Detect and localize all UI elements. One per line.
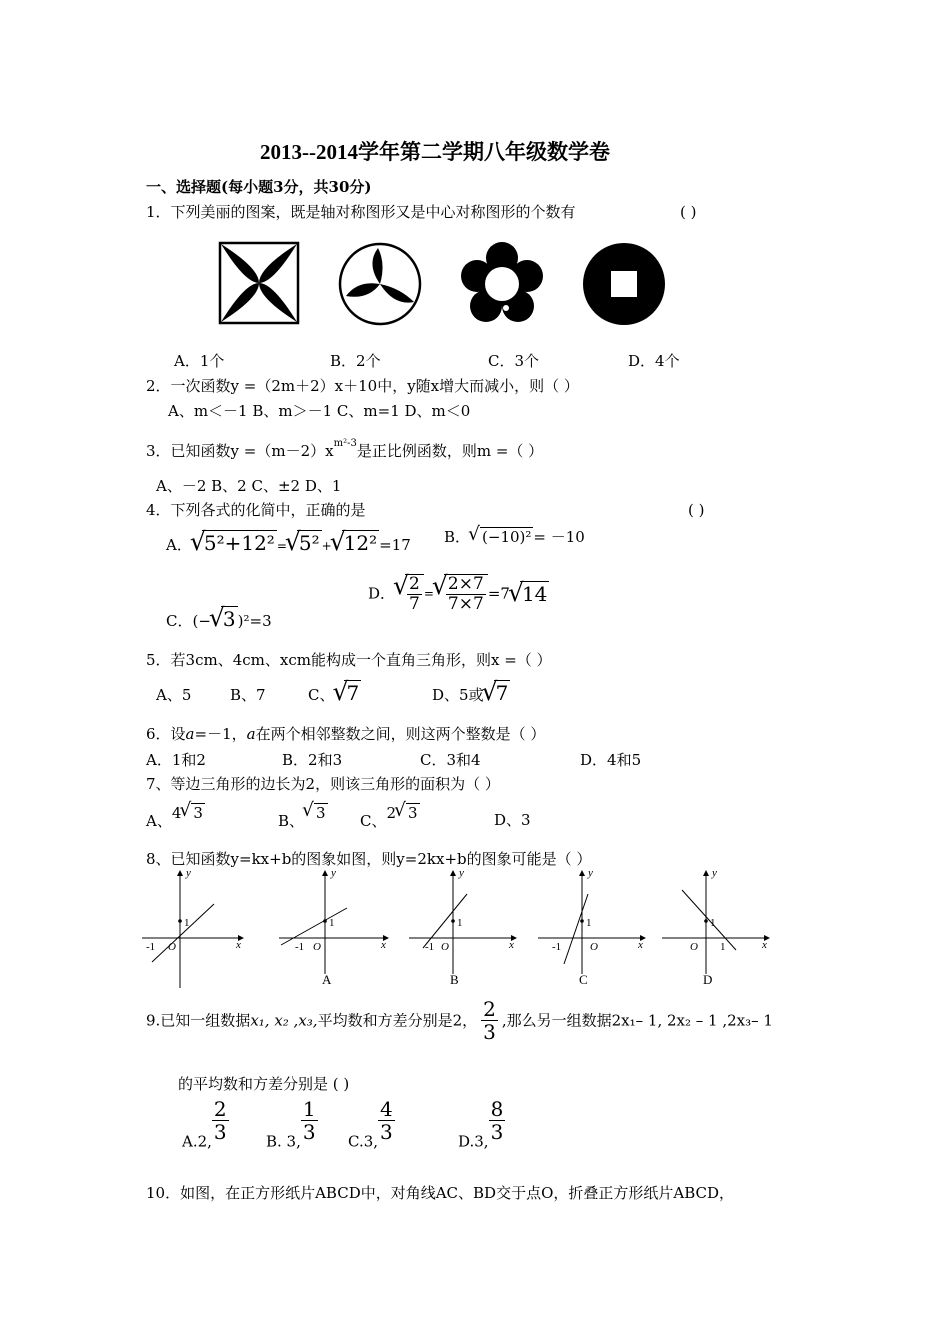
q4-a-radical-3: √ 12² (332, 530, 379, 555)
q4-option-c[interactable] (166, 606, 272, 631)
svg-text:1: 1 (184, 917, 190, 929)
svg-text:-1: -1 (425, 941, 435, 953)
svg-text:1: 1 (586, 917, 592, 929)
q4-d-radical-2: √ $\frac{2\times 7}{7\times 7}$ (434, 574, 488, 613)
q3-exponent: m²-3 (333, 438, 357, 449)
q4-a-radical-2: √ 5² (287, 530, 322, 555)
q4-b-label: B． (444, 528, 471, 546)
graph-b (409, 868, 517, 974)
q4-a-radical-1: √ 5²+12² (192, 530, 277, 555)
q8-graphs (140, 868, 790, 990)
q1-option-d[interactable]: D．4个 (628, 352, 680, 370)
q3-options[interactable]: A、－2 B、2 C、±2 D、1 (156, 477, 342, 495)
q4-d-eq: = (423, 586, 434, 601)
svg-text:y: y (588, 868, 593, 879)
q9-fraction: $\frac{2}{3}$ (483, 997, 496, 1044)
q5-option-b[interactable]: B、7 (230, 686, 266, 704)
q1-option-b[interactable]: B．2个 (330, 352, 381, 370)
svg-text:y: y (712, 868, 717, 879)
q5-option-d[interactable]: D、5或√ 7 (432, 680, 510, 705)
three-blade-pattern-icon (340, 244, 420, 324)
q9-option-c[interactable]: C.3, $\frac{4}{3}$ (348, 1097, 393, 1151)
graph-original (142, 868, 244, 988)
svg-text:y: y (331, 868, 336, 879)
q7-c-radical: √ 3 (396, 803, 420, 822)
q2-stem: 2．一次函数y =（2m＋2）x＋10中，y随x增大而减小，则（ ） (146, 377, 579, 395)
q4-d-label: D． (368, 584, 396, 603)
q9-option-d[interactable]: D.3, $\frac{8}{3}$ (458, 1097, 504, 1151)
coin-square-pattern-icon (583, 243, 665, 325)
svg-text:x: x (381, 939, 386, 951)
graph-a (279, 868, 389, 974)
svg-text:O: O (441, 941, 449, 953)
svg-text:O: O (690, 941, 698, 953)
q4-c-radical: √ 3 (211, 606, 238, 631)
q4-c-result: )²=3 (237, 612, 272, 630)
q4-c-label: C．(− (166, 612, 211, 630)
q6-option-b[interactable]: B．2和3 (282, 751, 343, 769)
svg-text:-1: -1 (552, 941, 562, 953)
q8-stem: 8、已知函数y=kx+b的图象如图，则y=2kx+b的图象可能是（ ） (146, 850, 592, 868)
q1-option-c[interactable]: C．3个 (488, 352, 540, 370)
svg-text:x: x (236, 939, 241, 951)
q1-option-a[interactable]: A．1个 (174, 352, 225, 370)
square-leaf-pattern-icon (220, 243, 298, 323)
graph-label-b[interactable]: B (450, 972, 459, 987)
q7-stem: 7、等边三角形的边长为2，则该三角形的面积为（ ） (146, 775, 500, 793)
q4-a-label: A． (166, 536, 192, 554)
svg-text:-1: -1 (295, 941, 305, 953)
svg-text:O: O (168, 941, 176, 953)
q5-stem: 5．若3cm、4cm、xcm能构成一个直角三角形，则x =（ ） (146, 651, 552, 669)
q4-a-plus: + (321, 539, 332, 553)
q4-a-result: =17 (379, 536, 411, 554)
q7-option-a[interactable]: A、4√ 3 (146, 803, 205, 822)
q5-d-radical: √ 7 (484, 680, 511, 705)
q9-option-b[interactable]: B. 3, $\frac{1}{3}$ (266, 1097, 316, 1151)
svg-text:x: x (638, 939, 643, 951)
svg-text:-1: -1 (146, 941, 156, 953)
q9-stem: 9.已知一组数据x₁, x₂ ,x₃,平均数和方差分别是2， $\frac{2}{3}$ ,那么另一组数据2x₁– 1, 2x₂ – 1 ,2x₃– 1 (146, 997, 773, 1044)
q4-b-radical: √ (−10)² (470, 527, 533, 546)
graph-label-a[interactable]: A (322, 972, 332, 987)
page-title: 2013--2014学年第二学期八年级数学卷 (260, 140, 610, 164)
q9-option-a[interactable]: A.2, $\frac{2}{3}$ (182, 1097, 227, 1151)
svg-text:O: O (590, 941, 598, 953)
svg-text:y: y (459, 868, 464, 879)
graph-c (538, 868, 646, 974)
q9-line2: 的平均数和方差分别是 ( ) (178, 1075, 350, 1093)
q1-stem: 1．下列美丽的图案，既是轴对称图形又是中心对称图形的个数有 (146, 203, 576, 221)
q4-d-result: =7 (487, 584, 510, 603)
q7-option-d[interactable]: D、3 (494, 811, 531, 829)
q3-stem-b: 是正比例函数，则m =（ ） (356, 442, 544, 460)
q4-paren: ( ) (688, 501, 705, 519)
q7-option-c[interactable]: C、2√ 3 (360, 803, 420, 822)
q6-option-a[interactable]: A．1和2 (146, 751, 206, 769)
graph-label-d[interactable]: D (703, 972, 713, 987)
q4-option-b[interactable] (444, 527, 585, 546)
q4-stem: 4．下列各式的化简中，正确的是 (146, 501, 366, 519)
q1-patterns (215, 238, 675, 330)
svg-text:1: 1 (457, 917, 463, 929)
q4-d-radical-3: √ 14 (510, 581, 549, 606)
q7-option-b[interactable]: B、√ 3 (278, 803, 328, 822)
svg-text:O: O (313, 941, 321, 953)
q5-c-radical: √ 7 (334, 680, 361, 705)
q4-a-eq: = (276, 539, 287, 553)
q4-option-d[interactable] (368, 574, 549, 613)
q6-stem: 6．设a=－1，a在两个相邻整数之间，则这两个整数是（ ） (146, 725, 546, 743)
q7-b-radical: √ 3 (304, 803, 328, 822)
q10-stem: 10．如图，在正方形纸片ABCD中，对角线AC、BD交于点O，折叠正方形纸片ABCD， (146, 1184, 735, 1202)
svg-text:x: x (762, 939, 767, 951)
q4-b-result: = －10 (533, 528, 585, 546)
svg-text:x: x (509, 939, 514, 951)
q7-a-radical: √ 3 (181, 803, 205, 822)
q4-d-radical-1: √ $\frac{2}{7}$ (395, 574, 424, 613)
section-heading: 一、选择题(每小题3分，共30分) (146, 178, 372, 196)
svg-text:1: 1 (329, 917, 335, 929)
flower-ring-pattern-icon (461, 242, 543, 322)
svg-text:1: 1 (710, 917, 716, 929)
q3-stem-a: 3．已知函数y =（m－2）x (146, 442, 334, 460)
svg-text:1: 1 (720, 941, 726, 953)
q2-options[interactable]: A、m＜－1 B、m＞－1 C、m=1 D、m＜0 (168, 402, 471, 420)
graph-label-c[interactable]: C (579, 972, 588, 987)
q3-stem (146, 438, 544, 460)
q5-option-a[interactable]: A、5 (156, 686, 192, 704)
graph-d (662, 868, 770, 974)
q6-option-c[interactable]: C．3和4 (420, 751, 481, 769)
q4-option-a[interactable] (166, 530, 411, 555)
svg-text:y: y (186, 868, 191, 879)
q5-option-c[interactable]: C、√ 7 (308, 680, 361, 705)
q6-option-d[interactable]: D．4和5 (580, 751, 642, 769)
q1-paren: ( ) (680, 203, 697, 221)
